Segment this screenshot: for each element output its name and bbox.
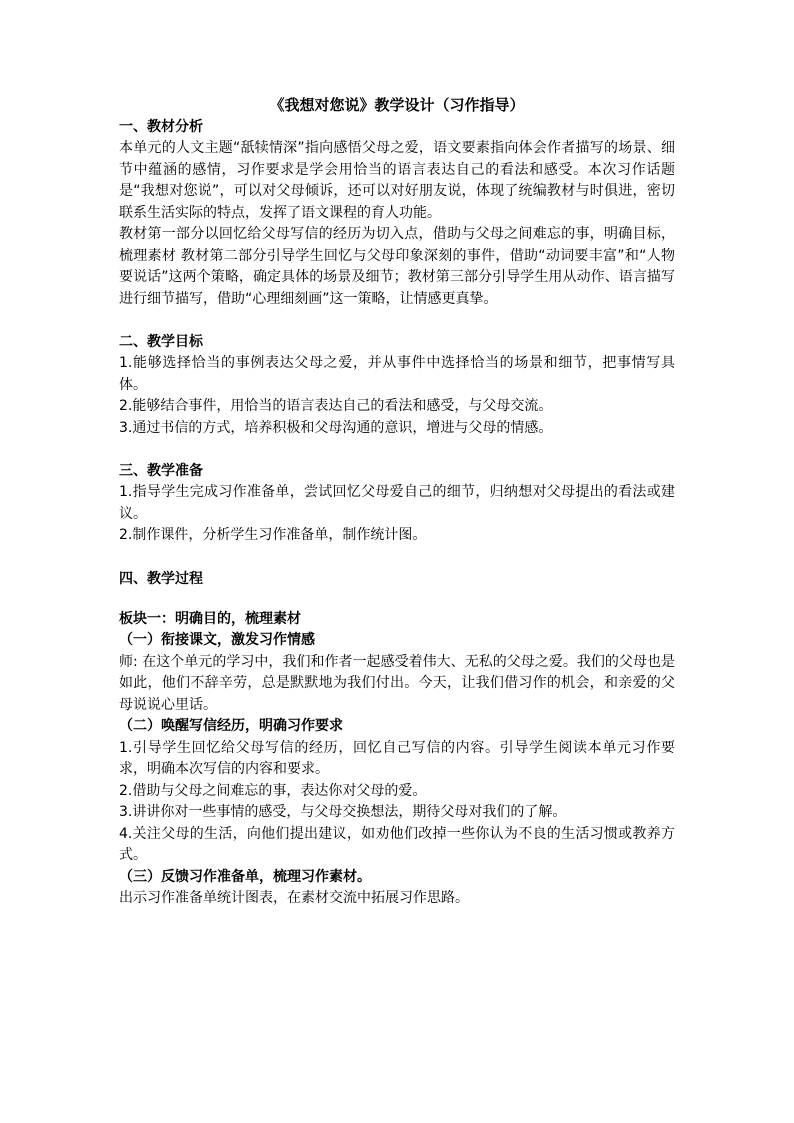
list-item: 2.能够结合事件，用恰当的语言表达自己的看法和感受，与父母交流。 xyxy=(119,398,553,414)
block-heading: 板块一：明确目的，梳理素材 xyxy=(119,610,301,627)
paragraph: 出示习作准备单统计图表，在素材交流中拓展习作思路。 xyxy=(119,890,469,906)
document-title: 《我想对您说》教学设计（习作指导） xyxy=(269,96,525,114)
section-heading-teaching-goals: 二、教学目标 xyxy=(119,334,203,350)
document-page xyxy=(119,94,675,910)
spacer xyxy=(119,547,675,568)
section-heading-teaching-preparation: 三、教学准备 xyxy=(119,463,203,479)
list-item: 2.制作课件，分析学生习作准备单，制作统计图。 xyxy=(119,527,427,543)
spacer xyxy=(119,310,675,331)
paragraph: 本单元的人文主题“舐犊情深”指向感悟父母之爱，语文要素指向体会作者描写的场景、细节中蕴涵的感情，习作要求是学会用恰当的语言表达自己的看法和感受。本次习作话题是“我想对您说”，可以对父母倾诉，还可以对好朋友说，体现了统编教材与时俱进，密切联系生活实际的特点，发挥了语文课程的育人功能。 xyxy=(119,140,675,221)
list-item: 2.借助与父母之间难忘的事，表达你对父母的爱。 xyxy=(119,782,427,799)
section-heading-teaching-process: 四、教学过程 xyxy=(119,570,203,587)
list-item: 1.指导学生完成习作准备单，尝试回忆父母爱自己的细节，归纳想对父母提出的看法或建议。 xyxy=(119,484,675,522)
paragraph: 师: 在这个单元的学习中，我们和作者一起感受着伟大、无私的父母之爱。我们的父母也是如此，他们不辞辛劳，总是默默地为我们付出。今天，让我们借习作的机会，和亲爱的父母说说心里话。 xyxy=(119,653,675,713)
list-item: 1.能够选择恰当的事例表达父母之爱，并从事件中选择恰当的场景和细节，把事情写具体。 xyxy=(119,355,675,393)
list-item: 1.引导学生回忆给父母写信的经历，回忆自己写信的内容。引导学生阅读本单元习作要求，明确本次写信的内容和要求。 xyxy=(119,739,675,777)
subsection-heading: （三）反馈习作准备单，梳理习作素材。 xyxy=(119,868,371,885)
list-item: 3.讲讲你对一些事情的感受，与父母交换想法，期待父母对我们的了解。 xyxy=(119,804,567,820)
section-heading-textbook-analysis: 一、教材分析 xyxy=(119,119,203,135)
spacer xyxy=(119,590,675,609)
list-item: 4.关注父母的生活，向他们提出建议，如劝他们改掉一些你认为不良的生活习惯或教养方式。 xyxy=(119,825,675,863)
subsection-heading: （一）衔接课文，激发习作情感 xyxy=(119,632,315,648)
spacer xyxy=(119,439,675,460)
list-item: 3.通过书信的方式，培养积极和父母沟通的意识，增进与父母的情感。 xyxy=(119,419,553,436)
paragraph: 教材第一部分以回忆给父母写信的经历为切入点，借助与父母之间难忘的事，明确目标，梳理素材 教材第二部分引导学生回忆与父母印象深刻的事件，借助“动词要丰富”和“人物要说话”这两个策略，确定具体的场景及细节；教材第三部分引导学生用从动作、语言描写进行细节描写，借助“心理细刻画”这一策略，让情感更真挚。 xyxy=(119,226,675,307)
subsection-heading: （二）唤醒写信经历，明确习作要求 xyxy=(119,718,343,734)
